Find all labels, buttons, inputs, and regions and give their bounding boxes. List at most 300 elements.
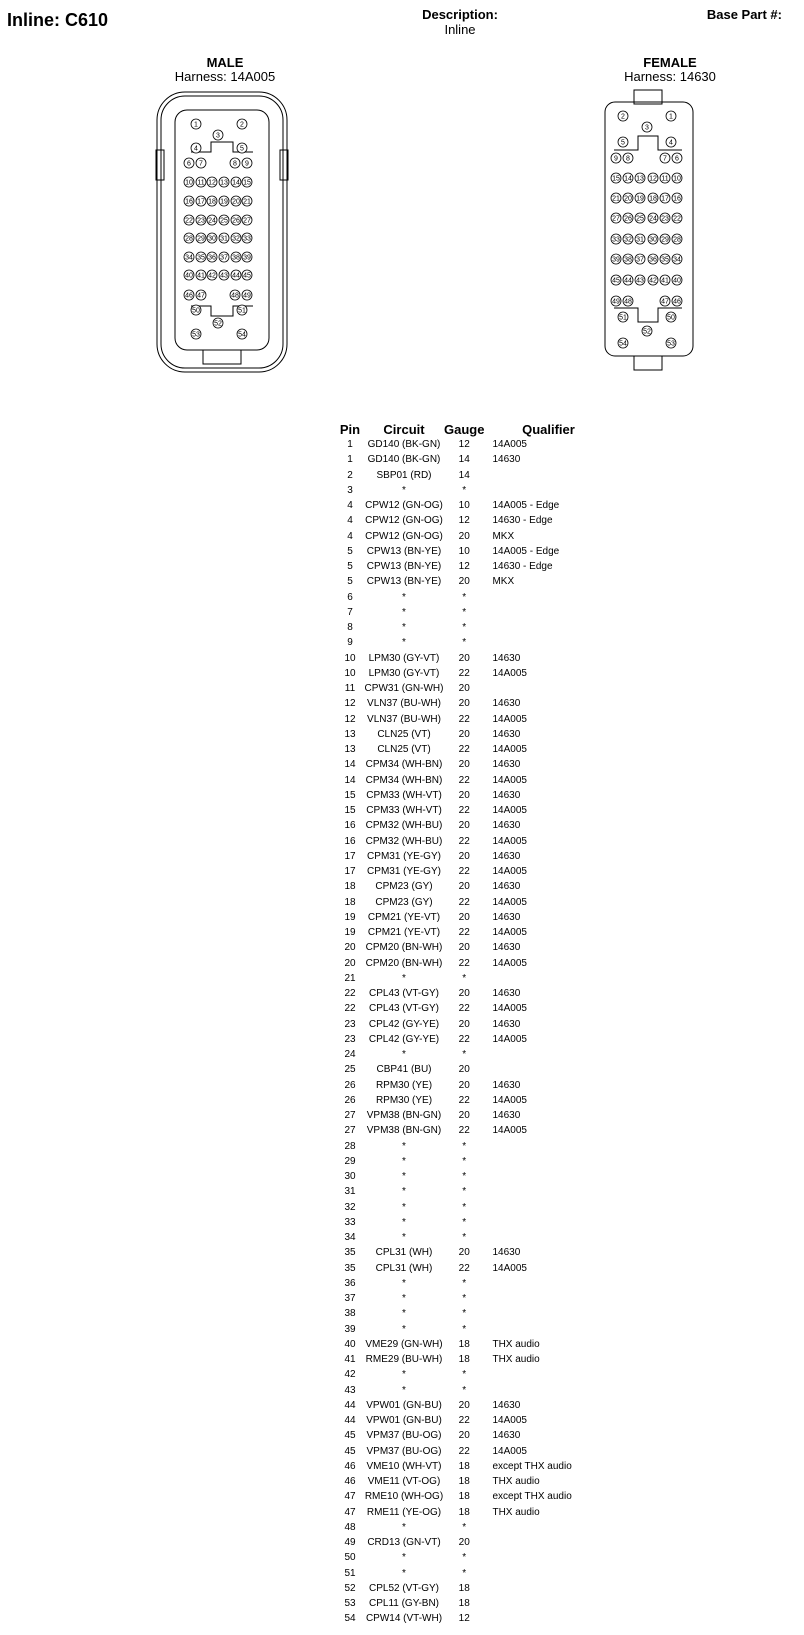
svg-text:40: 40 <box>673 277 681 285</box>
svg-text:51: 51 <box>619 314 627 322</box>
circuit-cell: CPW13 (BN-YE) <box>366 545 442 557</box>
pin-cell: 5 <box>347 576 353 588</box>
circuit-cell: * <box>402 591 406 603</box>
qualifier-cell: except THX audio <box>492 1460 572 1472</box>
pin-cavity <box>666 338 676 348</box>
svg-text:41: 41 <box>197 272 205 280</box>
table-row <box>336 1337 612 1352</box>
svg-text:50: 50 <box>667 314 675 322</box>
female-connector-heading <box>605 56 735 84</box>
svg-text:44: 44 <box>624 277 632 285</box>
female-pin-cavities <box>611 111 682 348</box>
pin-cell: 45 <box>344 1445 356 1457</box>
table-row <box>336 498 612 513</box>
svg-text:3: 3 <box>645 124 649 132</box>
pin-cell: 4 <box>347 530 353 542</box>
qualifier-cell: 14630 <box>492 652 521 664</box>
pin-cavity <box>623 173 633 183</box>
gauge-cell: * <box>462 1567 467 1579</box>
pin-cavity <box>648 234 658 244</box>
gauge-cell: 22 <box>458 805 470 816</box>
svg-text:20: 20 <box>232 198 240 206</box>
pin-cell: 47 <box>344 1491 356 1503</box>
qualifier-cell <box>484 1367 612 1382</box>
qualifier-cell <box>484 1184 612 1199</box>
pin-cell: 16 <box>344 820 356 832</box>
table-row <box>336 1017 612 1032</box>
svg-text:44: 44 <box>232 272 240 280</box>
svg-text:32: 32 <box>232 235 240 243</box>
table-row <box>336 986 612 1001</box>
pin-cavity <box>231 215 241 225</box>
pin-cell: 47 <box>344 1506 356 1518</box>
pin-cell: 22 <box>344 1003 356 1015</box>
qualifier-cell <box>484 605 612 620</box>
qualifier-cell <box>484 1291 612 1306</box>
svg-text:49: 49 <box>612 298 620 306</box>
circuit-cell: * <box>402 1140 406 1152</box>
svg-text:12: 12 <box>208 179 216 187</box>
table-row <box>336 1093 612 1108</box>
table-row <box>336 757 612 772</box>
gauge-cell: 20 <box>458 911 470 923</box>
qualifier-cell: 14A005 <box>492 713 527 725</box>
svg-text:4: 4 <box>194 145 198 153</box>
circuit-cell: GD140 (BK-GN) <box>367 439 441 450</box>
table-row <box>336 788 612 803</box>
svg-text:11: 11 <box>197 179 205 187</box>
gauge-cell: 20 <box>458 759 470 771</box>
table-row <box>336 742 612 757</box>
pin-cavity <box>611 254 621 264</box>
svg-text:54: 54 <box>238 331 246 339</box>
svg-text:52: 52 <box>214 320 222 328</box>
pin-cell: 44 <box>344 1399 356 1411</box>
gauge-cell: 12 <box>458 439 470 450</box>
pin-cell: 42 <box>344 1369 356 1381</box>
table-row <box>336 1428 612 1443</box>
circuit-cell: CPM33 (WH-VT) <box>366 789 442 801</box>
qualifier-cell: 14630 <box>492 454 521 466</box>
table-row <box>336 620 612 635</box>
circuit-cell: CPL31 (WH) <box>375 1247 433 1259</box>
gauge-cell: 20 <box>458 881 470 893</box>
pin-cavity <box>242 215 252 225</box>
svg-text:16: 16 <box>673 195 681 203</box>
qualifier-cell: 14A005 <box>492 1262 527 1274</box>
table-row <box>336 849 612 864</box>
pin-cavity <box>231 177 241 187</box>
pin-cell: 13 <box>344 744 356 755</box>
qualifier-cell: 14630 <box>492 1018 521 1030</box>
qualifier-cell: 14A005 <box>492 896 527 908</box>
pin-cavity <box>237 305 247 315</box>
gauge-cell: 20 <box>458 576 470 588</box>
pin-cell: 2 <box>347 469 353 481</box>
pin-cell: 6 <box>347 591 353 603</box>
description-block <box>420 7 500 37</box>
male-harness: Harness: 14A005 <box>174 69 276 84</box>
pin-cavity <box>672 254 682 264</box>
qualifier-cell: 14630 <box>492 1079 521 1091</box>
circuit-cell: CPL43 (VT-GY) <box>368 1003 440 1015</box>
qualifier-cell: 14A005 <box>492 1415 527 1426</box>
svg-text:31: 31 <box>636 236 644 244</box>
table-row <box>336 971 612 986</box>
circuit-cell: VPM37 (BU-OG) <box>366 1430 442 1442</box>
pin-cell: 15 <box>344 789 356 801</box>
table-row <box>336 1154 612 1169</box>
pin-cavity <box>196 177 206 187</box>
gauge-cell: * <box>462 1232 467 1243</box>
circuit-cell: CPM23 (GY) <box>375 896 433 908</box>
table-row <box>336 1215 612 1230</box>
table-row <box>336 1108 612 1123</box>
table-row <box>336 1383 612 1398</box>
svg-text:7: 7 <box>199 160 203 168</box>
circuit-cell: * <box>402 622 406 633</box>
table-row <box>336 1444 612 1459</box>
pin-table-header <box>336 421 612 437</box>
circuit-cell: CPM21 (YE-VT) <box>367 911 441 923</box>
svg-text:42: 42 <box>649 277 657 285</box>
qualifier-cell: 14630 <box>492 698 521 710</box>
pin-cell: 9 <box>347 637 353 649</box>
circuit-cell: CPM34 (WH-BN) <box>365 774 443 786</box>
gauge-cell: 20 <box>458 942 470 954</box>
pin-cell: 31 <box>344 1186 356 1198</box>
table-row <box>336 1489 612 1504</box>
svg-text:43: 43 <box>636 277 644 285</box>
svg-text:35: 35 <box>197 254 205 262</box>
svg-text:33: 33 <box>243 235 251 243</box>
pin-cavity <box>230 290 240 300</box>
qualifier-cell <box>484 1062 612 1077</box>
qualifier-cell <box>484 483 612 498</box>
pin-cavity <box>207 196 217 206</box>
gauge-cell: * <box>462 1323 467 1335</box>
gauge-cell: 20 <box>458 988 470 999</box>
gauge-cell: 22 <box>458 866 470 877</box>
qualifier-cell <box>484 1200 612 1215</box>
svg-text:25: 25 <box>220 217 228 225</box>
pin-cavity <box>219 252 229 262</box>
table-row <box>336 940 612 955</box>
pin-cavity <box>642 326 652 336</box>
pin-cavity <box>648 254 658 264</box>
gauge-cell: * <box>462 1155 467 1167</box>
pin-cavity <box>191 119 201 129</box>
svg-text:26: 26 <box>624 215 632 223</box>
pin-table <box>336 421 612 1627</box>
pin-cavity <box>660 254 670 264</box>
circuit-cell: * <box>402 1277 406 1289</box>
qualifier-cell: 14630 <box>492 759 521 771</box>
circuit-cell: CPL52 (VT-GY) <box>368 1582 440 1594</box>
pin-cavity <box>648 173 658 183</box>
qualifier-cell: 14A005 <box>492 805 527 816</box>
pin-cell: 10 <box>344 667 356 679</box>
pin-cell: 32 <box>344 1201 356 1213</box>
gauge-cell: 18 <box>458 1476 470 1487</box>
pin-cell: 21 <box>344 972 356 984</box>
pin-cell: 53 <box>344 1598 356 1609</box>
gauge-cell: * <box>462 1384 467 1396</box>
table-row <box>336 529 612 544</box>
svg-text:7: 7 <box>663 155 667 163</box>
table-row <box>336 803 612 818</box>
qualifier-cell: 14630 <box>492 881 521 893</box>
pin-cavity <box>660 234 670 244</box>
pin-cell: 12 <box>344 698 356 710</box>
pin-cavity <box>191 143 201 153</box>
circuit-cell: CPL42 (GY-YE) <box>368 1033 440 1045</box>
pin-table-body <box>336 437 612 1627</box>
svg-text:9: 9 <box>614 155 618 163</box>
svg-text:22: 22 <box>673 215 681 223</box>
table-row <box>336 1581 612 1596</box>
svg-text:37: 37 <box>636 256 644 264</box>
circuit-cell: CPM31 (YE-GY) <box>367 850 441 862</box>
gauge-cell: 18 <box>458 1460 470 1472</box>
gauge-cell: 20 <box>458 728 470 740</box>
gauge-cell: 20 <box>458 1399 470 1411</box>
circuit-cell: CPM20 (BN-WH) <box>365 957 443 969</box>
pin-cavity <box>660 173 670 183</box>
gauge-cell: 20 <box>458 1537 470 1548</box>
pin-cavity <box>635 254 645 264</box>
svg-text:3: 3 <box>216 132 220 140</box>
pin-cell: 1 <box>347 454 353 466</box>
gauge-cell: * <box>462 606 467 618</box>
gauge-cell: 14 <box>458 469 470 481</box>
table-row <box>336 1245 612 1260</box>
pin-cavity <box>623 275 633 285</box>
svg-text:31: 31 <box>220 235 228 243</box>
qualifier-cell <box>484 620 612 635</box>
table-row <box>336 452 612 467</box>
gauge-cell: 22 <box>458 713 470 725</box>
svg-text:26: 26 <box>232 217 240 225</box>
gauge-cell: * <box>462 591 467 603</box>
pin-cavity <box>219 270 229 280</box>
gauge-cell: * <box>462 1277 467 1289</box>
qualifier-cell: 14630 <box>492 1110 521 1121</box>
circuit-cell: VPM38 (BN-GN) <box>366 1125 442 1137</box>
pin-cavity <box>672 213 682 223</box>
gauge-cell: 20 <box>458 820 470 832</box>
circuit-cell: CPM21 (YE-VT) <box>367 927 441 938</box>
circuit-cell: CPL43 (VT-GY) <box>368 988 440 999</box>
qualifier-cell: 14A005 <box>492 744 527 755</box>
qualifier-cell <box>484 635 612 650</box>
svg-text:2: 2 <box>621 113 625 121</box>
pin-cavity <box>184 270 194 280</box>
pin-cavity <box>196 270 206 280</box>
qualifier-cell <box>484 1154 612 1169</box>
circuit-cell: * <box>402 1308 406 1320</box>
circuit-cell: RME11 (YE-OG) <box>366 1506 442 1518</box>
pin-cell: 51 <box>344 1567 356 1579</box>
gauge-cell: 12 <box>458 1613 470 1625</box>
gauge-cell: * <box>462 637 467 649</box>
table-row <box>336 666 612 681</box>
table-row <box>336 1520 612 1535</box>
svg-text:1: 1 <box>669 113 673 121</box>
gauge-cell: 22 <box>458 1415 470 1426</box>
pin-cavity <box>184 252 194 262</box>
gauge-cell: 18 <box>458 1491 470 1503</box>
pin-cavity <box>196 290 206 300</box>
svg-text:21: 21 <box>243 198 251 206</box>
gauge-cell: 22 <box>458 835 470 847</box>
pin-cell: 36 <box>344 1277 356 1289</box>
pin-cell: 23 <box>344 1018 356 1030</box>
svg-text:51: 51 <box>238 307 246 315</box>
circuit-cell: * <box>402 1232 406 1243</box>
pin-cavity <box>242 270 252 280</box>
pin-cell: 16 <box>344 835 356 847</box>
circuit-cell: * <box>402 1201 406 1213</box>
base-part-label: Base Part #: <box>706 7 782 22</box>
qualifier-cell: 14630 <box>492 789 521 801</box>
pin-cell: 25 <box>344 1064 356 1076</box>
gauge-cell: * <box>462 1186 467 1198</box>
pin-cell: 40 <box>344 1338 356 1350</box>
pin-cavity <box>611 296 621 306</box>
gauge-cell: 10 <box>458 545 470 557</box>
gauge-cell: 20 <box>458 683 470 694</box>
gauge-cell: 18 <box>458 1354 470 1365</box>
svg-text:53: 53 <box>192 331 200 339</box>
qualifier-cell: 14A005 <box>492 1094 527 1106</box>
table-row <box>336 895 612 910</box>
pin-cavity <box>660 213 670 223</box>
svg-text:17: 17 <box>197 198 205 206</box>
circuit-cell: CPM34 (WH-BN) <box>365 759 443 771</box>
pin-cavity <box>242 233 252 243</box>
circuit-cell: * <box>402 1369 406 1381</box>
circuit-cell: RPM30 (YE) <box>375 1094 433 1106</box>
svg-text:16: 16 <box>185 198 193 206</box>
pin-cavity <box>611 275 621 285</box>
table-row <box>336 1566 612 1581</box>
pin-cavity <box>623 193 633 203</box>
pin-cavity <box>242 252 252 262</box>
svg-text:19: 19 <box>220 198 228 206</box>
pin-cavity <box>207 215 217 225</box>
pin-cavity <box>219 215 229 225</box>
svg-text:6: 6 <box>187 160 191 168</box>
table-row <box>336 1001 612 1016</box>
table-row <box>336 956 612 971</box>
pin-cavity <box>184 196 194 206</box>
svg-text:53: 53 <box>667 340 675 348</box>
circuit-cell: CPW31 (GN-WH) <box>364 683 444 694</box>
pin-cell: 38 <box>344 1308 356 1320</box>
table-row <box>336 773 612 788</box>
pin-cavity <box>635 173 645 183</box>
gauge-cell: * <box>462 1216 467 1228</box>
circuit-header: Circuit <box>383 421 425 437</box>
qualifier-cell <box>484 1306 612 1321</box>
gauge-cell: 18 <box>458 1598 470 1609</box>
qualifier-cell: THX audio <box>492 1506 540 1518</box>
circuit-cell: CPM32 (WH-BU) <box>365 820 443 832</box>
male-connector-diagram <box>155 90 295 375</box>
table-row <box>336 1123 612 1138</box>
pin-cavity <box>196 215 206 225</box>
table-row <box>336 1550 612 1565</box>
svg-text:27: 27 <box>243 217 251 225</box>
circuit-cell: VPW01 (GN-BU) <box>366 1415 442 1426</box>
qualifier-cell: THX audio <box>492 1354 540 1365</box>
pin-cavity <box>618 137 628 147</box>
table-row <box>336 1535 612 1550</box>
qualifier-cell: 14A005 <box>492 1445 527 1457</box>
pin-cavity <box>231 252 241 262</box>
qualifier-cell <box>484 1215 612 1230</box>
circuit-cell: * <box>402 1049 406 1060</box>
pin-cavity <box>611 153 621 163</box>
pin-cavity <box>231 196 241 206</box>
qualifier-cell: MKX <box>492 576 515 588</box>
qualifier-cell: MKX <box>492 530 515 542</box>
svg-text:5: 5 <box>240 145 244 153</box>
qualifier-cell <box>484 1550 612 1565</box>
circuit-cell: * <box>402 637 406 649</box>
table-row <box>336 1139 612 1154</box>
qualifier-cell <box>484 1535 612 1550</box>
pin-cell: 18 <box>344 896 356 908</box>
svg-text:12: 12 <box>649 175 657 183</box>
pin-cell: 23 <box>344 1033 356 1045</box>
svg-text:52: 52 <box>643 328 651 336</box>
svg-text:37: 37 <box>220 254 228 262</box>
circuit-cell: CPM20 (BN-WH) <box>365 942 443 954</box>
table-row <box>336 513 612 528</box>
svg-text:46: 46 <box>185 292 193 300</box>
pin-cell: 26 <box>344 1079 356 1091</box>
pin-cell: 37 <box>344 1293 356 1304</box>
svg-text:30: 30 <box>649 236 657 244</box>
svg-text:40: 40 <box>185 272 193 280</box>
qualifier-cell <box>484 1596 612 1611</box>
pin-cavity <box>213 318 223 328</box>
qualifier-cell: 14A005 - Edge <box>492 500 560 511</box>
circuit-cell: CPL11 (GY-BN) <box>368 1598 440 1609</box>
pin-cell: 14 <box>344 774 356 786</box>
pin-cell: 43 <box>344 1384 356 1396</box>
table-row <box>336 1261 612 1276</box>
qualifier-cell: 14A005 <box>492 866 527 877</box>
svg-text:36: 36 <box>208 254 216 262</box>
table-row <box>336 1413 612 1428</box>
pin-cavity <box>184 290 194 300</box>
circuit-cell: * <box>402 1567 406 1579</box>
qualifier-cell: except THX audio <box>492 1491 572 1503</box>
table-row <box>336 635 612 650</box>
gauge-cell: 22 <box>458 1445 470 1457</box>
gauge-cell: 22 <box>458 667 470 679</box>
gauge-cell: 14 <box>458 454 470 466</box>
circuit-cell: RME10 (WH-OG) <box>364 1491 444 1503</box>
svg-text:29: 29 <box>197 235 205 243</box>
table-row <box>336 910 612 925</box>
table-row <box>336 437 612 452</box>
pin-cell: 4 <box>347 515 353 527</box>
pin-cavity <box>231 233 241 243</box>
